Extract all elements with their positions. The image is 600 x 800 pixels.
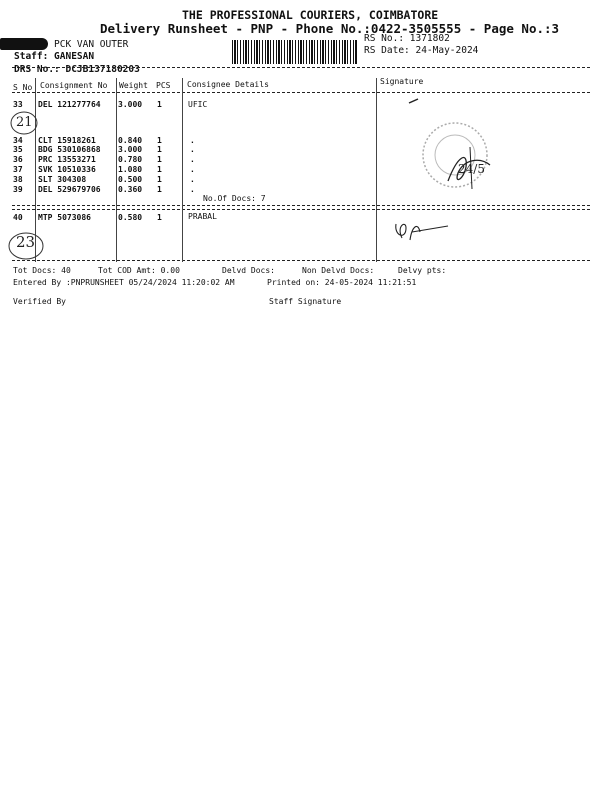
col-divider	[182, 78, 183, 262]
row-sno: 37	[13, 165, 23, 174]
row-weight: 0.360	[118, 185, 143, 194]
row-sno: 33	[13, 100, 23, 109]
signature-date: 24/5	[458, 162, 485, 176]
row-consignee: .	[190, 136, 195, 145]
row-weight: 0.500	[118, 175, 143, 184]
col-header-signature: Signature	[380, 77, 424, 86]
staff-signature-label: Staff Signature	[269, 297, 342, 306]
row-consignment: BDG 530106868	[38, 145, 101, 154]
row-sno: 34	[13, 136, 23, 145]
row-sno: 39	[13, 185, 23, 194]
row-consignment: SVK 10510336	[38, 165, 96, 174]
row-consignee: UFIC	[188, 100, 208, 109]
row-weight: 0.580	[118, 213, 143, 222]
handwritten-number-21: 21	[16, 115, 33, 130]
drs-number: DRS No.: DCJB137180203	[14, 64, 140, 75]
company-title: THE PROFESSIONAL COURIERS, COIMBATORE	[182, 8, 439, 22]
row-weight: 0.840	[118, 136, 143, 145]
row-consignment: CLT 15918261	[38, 136, 96, 145]
col-divider	[116, 78, 117, 262]
handwritten-number-23: 23	[16, 233, 36, 251]
row-pcs: 1	[157, 165, 162, 174]
row-consignee: .	[190, 165, 195, 174]
printed-on: Printed on: 24-05-2024 11:21:51	[267, 278, 417, 287]
row-consignee: .	[190, 185, 195, 194]
total-docs: Tot Docs: 40	[13, 266, 71, 275]
delivery-points: Delvy pts:	[398, 266, 447, 275]
entered-by: Entered By :PNPRUNSHEET 05/24/2024 11:20:02 AM	[13, 278, 235, 287]
col-header-consignment: Consignment No	[40, 81, 108, 90]
rs-number: RS No.: 1371802	[364, 33, 450, 44]
route-name: PCK VAN OUTER	[54, 39, 129, 50]
non-delivered-docs: Non Delvd Docs:	[302, 266, 375, 275]
staff-name: Staff: GANESAN	[14, 51, 95, 62]
row-consignment: DEL 529679706	[38, 185, 101, 194]
ink-mark	[408, 97, 420, 105]
col-header-pcs: PCS	[156, 81, 171, 90]
row-sno: 38	[13, 175, 23, 184]
row-consignee: .	[190, 175, 195, 184]
row-weight: 3.000	[118, 145, 143, 154]
row-consignment: MTP 5073086	[38, 213, 91, 222]
row-sno: 36	[13, 155, 23, 164]
verified-by: Verified By	[13, 297, 66, 306]
row-consignment: PRC 13553271	[38, 155, 96, 164]
row-pcs: 1	[157, 145, 162, 154]
row-weight: 0.780	[118, 155, 143, 164]
row-sno: 35	[13, 145, 23, 154]
row-consignee: PRABAL	[188, 212, 217, 221]
row-consignment: DEL 121277764	[38, 100, 101, 109]
row-consignee: .	[190, 145, 195, 154]
row-sno: 40	[13, 213, 23, 222]
rs-date: RS Date: 24-May-2024	[364, 45, 479, 56]
row-consignee: .	[190, 155, 195, 164]
divider-bottom	[12, 260, 590, 261]
col-divider	[376, 78, 377, 262]
row-pcs: 1	[157, 213, 162, 222]
delivered-docs: Delvd Docs:	[222, 266, 275, 275]
row-pcs: 1	[157, 155, 162, 164]
col-header-sno: S No	[13, 83, 33, 92]
no-of-docs: No.Of Docs: 7	[203, 194, 266, 203]
row-pcs: 1	[157, 185, 162, 194]
col-header-consignee: Consignee Details	[187, 80, 269, 89]
divider-group	[12, 205, 590, 206]
row-consignment: SLT 304308	[38, 175, 87, 184]
total-cod: Tot COD Amt: 0.00	[98, 266, 180, 275]
divider-group-2	[12, 209, 590, 210]
row-pcs: 1	[157, 136, 162, 145]
divider-header	[12, 92, 590, 93]
row-pcs: 1	[157, 175, 162, 184]
row-pcs: 1	[157, 100, 162, 109]
runsheet-subtitle: Delivery Runsheet - PNP - Phone No.:0422-3505555 - Page No.:3	[100, 21, 560, 36]
row-weight: 1.080	[118, 165, 143, 174]
divider-top	[12, 67, 590, 68]
signature-40	[392, 218, 452, 246]
col-header-weight: Weight	[119, 81, 148, 90]
redaction-mark	[0, 38, 48, 50]
barcode	[232, 40, 358, 64]
row-weight: 3.000	[118, 100, 143, 109]
